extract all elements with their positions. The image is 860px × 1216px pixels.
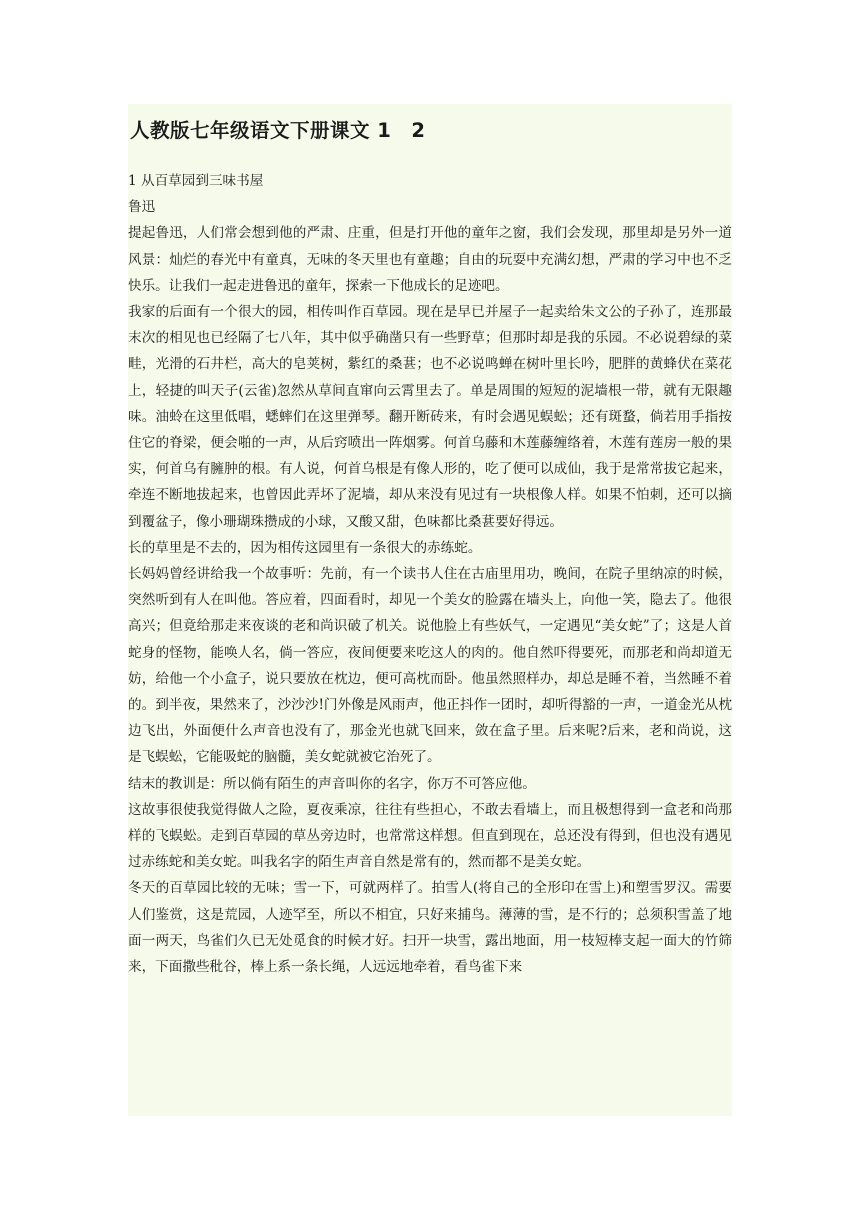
paragraph: 长妈妈曾经讲给我一个故事听：先前，有一个读书人住在古庙里用功，晚间，在院子里纳凉的时候，突然听到有人在叫他。答应着，四面看时，却见一个美女的脸露在墙头上，向他一笑，隐去了。他很高兴；但竟给那走来夜谈的老和尚识破了机关。说他脸上有些妖气，一定遇见“美女蛇”了；这是人首蛇身的怪物，能唤人名，倘一答应，夜间便要来吃这人的肉的。他自然吓得要死，而那老和尚却道无妨，给他一个小盒子，说只要放在枕边，便可高枕而卧。他虽然照样办，却总是睡不着，当然睡不着的。到半夜，果然来了，沙沙沙!门外像是风雨声，他正抖作一团时，却听得豁的一声，一道金光从枕边飞出，外面便什么声音也没有了，那金光也就飞回来，敛在盒子里。后来呢?后来，老和尚说，这是飞蜈蚣，它能吸蛇的脑髓，美女蛇就被它治死了。 [128, 566, 732, 766]
paragraph: 结末的教训是：所以倘有陌生的声音叫你的名字，你万不可答应他。 [128, 775, 536, 792]
paragraph: 长的草里是不去的，因为相传这园里有一条很大的赤练蛇。 [128, 539, 482, 556]
paragraph: 我家的后面有一个很大的园，相传叫作百草园。现在是早已并屋子一起卖给朱文公的子孙了，连那最末次的相见也已经隔了七八年，其中似乎确凿只有一些野草；但那时却是我的乐园。不必说碧绿的菜畦，光滑的石井栏，高大的皂荚树，紫红的桑葚；也不必说鸣蝉在树叶里长吟，肥胖的黄蜂伏在菜花上，轻捷的叫天子(云雀)忽然从草间直窜向云霄里去了。单是周围的短短的泥墙根一带，就有无限趣味。油蛉在这里低唱，蟋蟀们在这里弹琴。翻开断砖来，有时会遇见蜈蚣；还有斑蝥，倘若用手指按住它的脊梁，便会啪的一声，从后窍喷出一阵烟雾。何首乌藤和木莲藤缠络着，木莲有莲房一般的果实，何首乌有臃肿的根。有人说，何首乌根是有像人形的，吃了便可以成仙，我于是常常拔它起来，牵连不断地拔起来，也曾因此弄坏了泥墙，却从来没有见过有一块根像人样。如果不怕刺，还可以摘到覆盆子，像小珊瑚珠攒成的小球，又酸又甜，色味都比桑葚要好得远。 [128, 304, 732, 530]
document-title: 人教版七年级语文下册课文 1 2 [130, 119, 426, 142]
paragraph: 提起鲁迅，人们常会想到他的严肃、庄重，但是打开他的童年之窗，我们会发现，那里却是另外一道风景：灿烂的春光中有童真，无味的冬天里也有童趣；自由的玩耍中充满幻想，严肃的学习中也不乏快乐。让我们一起走进鲁迅的童年，探索一下他成长的足迹吧。 [128, 225, 732, 294]
paragraph: 冬天的百草园比较的无味；雪一下，可就两样了。拍雪人(将自己的全形印在雪上)和塑雪罗汉。需要人们鉴赏，这是荒园，人迹罕至，所以不相宜，只好来捕鸟。薄薄的雪，是不行的；总须积雪盖了地面一两天，鸟雀们久已无处觅食的时候才好。扫开一块雪，露出地面，用一枝短棒支起一面大的竹筛来，下面撒些秕谷，棒上系一条长绳，人远远地牵着，看鸟雀下来 [128, 880, 732, 976]
lesson-heading: 1 从百草园到三味书屋 [128, 173, 264, 189]
author-name: 鲁迅 [128, 199, 156, 216]
document-body [128, 168, 732, 980]
paragraph: 这故事很使我觉得做人之险，夏夜乘凉，往往有些担心，不敢去看墙上，而且极想得到一盒老和尚那样的飞蜈蚣。走到百草园的草丛旁边时，也常常这样想。但直到现在，总还没有得到，但也没有遇见过赤练蛇和美女蛇。叫我名字的陌生声音自然是常有的，然而都不是美女蛇。 [128, 801, 732, 871]
document-page [128, 104, 732, 1116]
